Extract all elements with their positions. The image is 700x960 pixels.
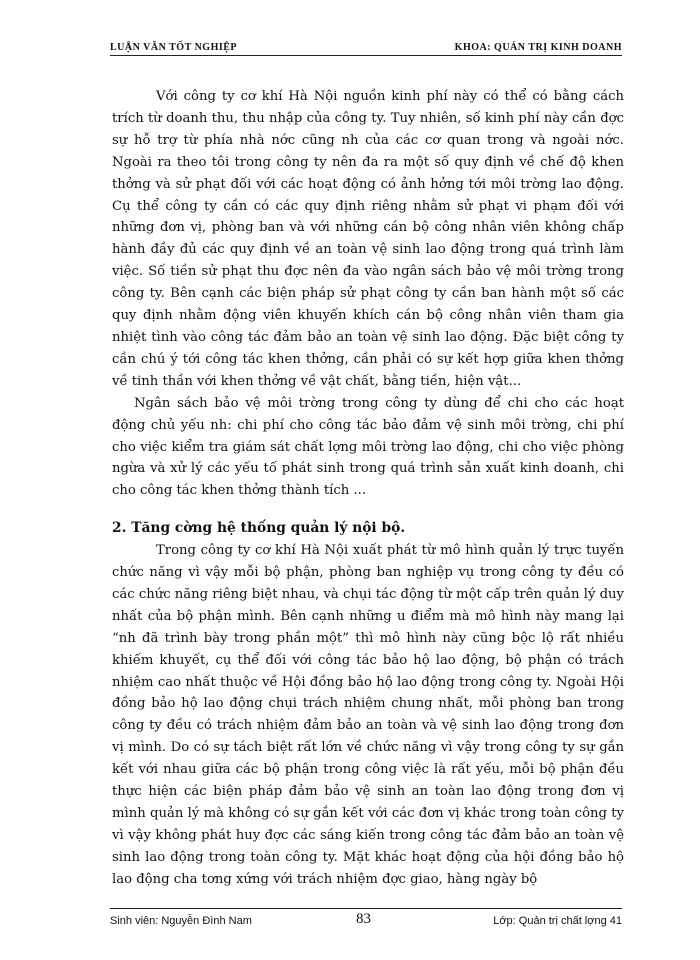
footer-student-name: Sinh viên: Nguyễn Đình Nam: [110, 915, 252, 927]
document-body: [112, 86, 624, 891]
page-footer: [110, 908, 622, 931]
paragraph-funding: Với công ty cơ khí Hà Nội nguồn kinh phí này có thể có bằng cách trích từ doanh thu, thu nhập của công ty. Tuy nhiên, số kinh phí này cần đợc sự hỗ trợ từ phía nhà nớc cũng nh của các cơ quan trong và ngoài nớc. Ngoài ra theo tôi trong công ty nên đa ra một số quy định về chế độ khen thởng và sử phạt đối với các hoạt động có ảnh hởng tới môi trờng lao động. Cụ thể công ty cần có các quy định riêng nhằm sử phạt vi phạm đối với những đơn vị, phòng ban và với những cán bộ công nhân viên không chấp hành đầy đủ các quy định về an toàn vệ sinh lao động trong quá trình làm việc. Số tiền sử phạt thu đợc nên đa vào ngân sách bảo vệ môi trờng trong công ty. Bên cạnh các biện pháp sử phạt công ty cần ban hành một số các quy định nhằm động viên khuyến khích cán bộ công nhân viên tham gia nhiệt tình vào công tác đảm bảo an toàn vệ sinh lao động. Đặc biệt công ty cần chú ý tới công tác khen thởng, cần phải có sự kết hợp giữa khen thởng về tinh thần với khen thởng về vật chất, bằng tiền, hiện vật...: [112, 89, 624, 389]
section-heading: 2. Tăng cờng hệ thống quản lý nội bộ.: [112, 520, 406, 537]
page-number: 83: [356, 911, 371, 927]
paragraph-budget: Ngân sách bảo vệ môi trờng trong công ty dùng để chi cho các hoạt động chủ yếu nh: chi phí cho công tác bảo đảm vệ sinh môi trờng, chi phí cho việc kiểm tra giám sát chất lợng môi trờng lao động, chi cho việc phòng ngừa và xử lý các yếu tố phát sinh trong quá trình sản xuất kinh doanh, chi cho công tác khen thởng thành tích ...: [112, 395, 624, 499]
header-rule: [110, 55, 622, 56]
header-thesis-label: LUẬN VĂN TỐT NGHIỆP: [110, 42, 238, 53]
paragraph-internal-management: Trong công ty cơ khí Hà Nội xuất phát từ mô hình quản lý trực tuyến chức năng vì vậy mỗi bộ phận, phòng ban nghiệp vụ trong công ty đều có các chức năng riêng biệt nhau, và chụi tác động từ một cấp trên quản lý duy nhất của bộ phận mình. Bên cạnh những u điểm mà mô hình này mang lại “nh đã trình bày trong phần một” thì mô hình này cũng bộc lộ rất nhiều khiếm khuyết, cụ thể đối với công tác bảo hộ lao động, bộ phận có trách nhiệm cao nhất thuộc về Hội đồng bảo hộ lao động trong công ty. Ngoài Hội đồng bảo hộ lao động chụi trách nhiệm chung nhất, mỗi phòng ban trong công ty đều có trách nhiệm đảm bảo an toàn và vệ sinh lao động trong đơn vị mình. Do có sự tách biệt rất lớn về chức năng vì vậy trong công ty sự gắn kết với nhau giữa các bộ phận trong công việc là rất yếu, mỗi bộ phận đều thực hiện các biện pháp đảm bảo vệ sinh an toàn lao động trong đơn vị mình quản lý mà không có sự gắn kết với các đơn vị khác trong toàn công ty vì vậy không phát huy đợc các sáng kiến trong công tác đảm bảo an toàn vệ sinh lao động trong toàn công ty. Mặt khác hoạt động của hội đồng bảo hộ lao động cha tơng xứng với trách nhiệm đợc giao, hàng ngày bộ: [112, 543, 624, 887]
footer-class-label: Lớp: Quản trị chất lợng 41: [493, 915, 622, 927]
header-faculty-label: KHOA: QUẢN TRỊ KINH DOANH: [454, 42, 622, 53]
